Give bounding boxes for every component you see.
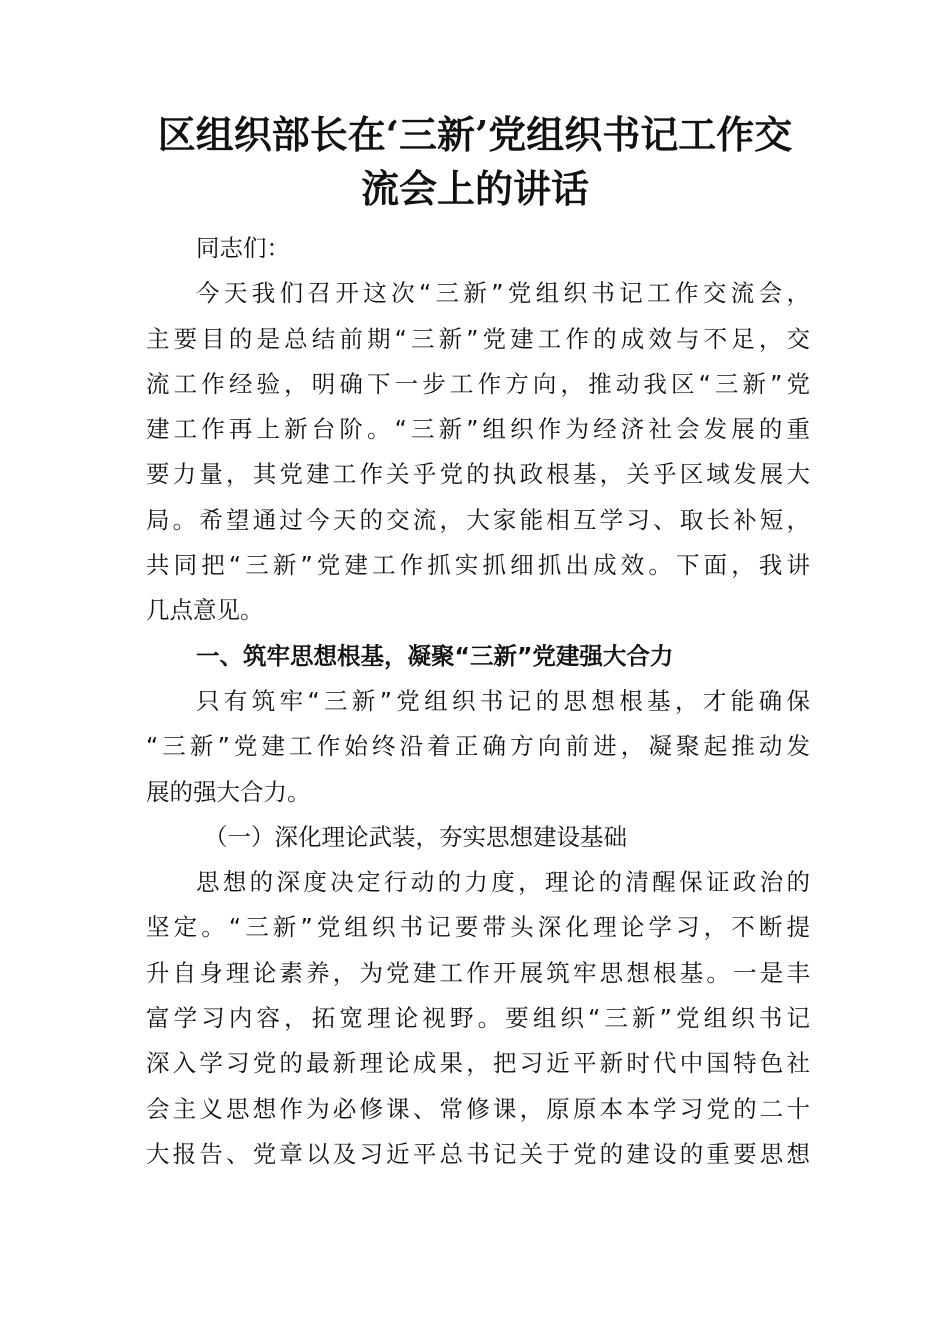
paragraph-2	[146, 679, 810, 815]
title-line-2: 流会上的讲话	[360, 166, 589, 211]
paragraph-line: 主要目的是总结前期“三新”党建工作的成效与不足，交	[146, 324, 810, 353]
paragraph-line: 要力量，其党建工作关乎党的执政根基，关乎区域发展大	[146, 460, 810, 489]
paragraph-line: 局。希望通过今天的交流，大家能相互学习、取长补短，	[146, 505, 810, 534]
paragraph-line: 建工作再上新台阶。“三新”组织作为经济社会发展的重	[146, 415, 810, 444]
paragraph-line: 今天我们召开这次“三新”党组织书记工作交流会，	[196, 279, 810, 308]
document-title	[100, 108, 850, 216]
paragraph-line: 富学习内容，拓宽理论视野。要组织“三新”党组织书记	[146, 1004, 810, 1033]
paragraph-line: 会主义思想作为必修课、常修课，原原本本学习党的二十	[146, 1094, 810, 1123]
paragraph-line: 升自身理论素养，为党建工作开展筑牢思想根基。一是丰	[146, 958, 810, 987]
paragraph-line: 大报告、党章以及习近平总书记关于党的建设的重要思想	[146, 1139, 810, 1168]
title-line-1: 区组织部长在‘三新’党组织书记工作交	[157, 112, 793, 157]
paragraph-line: 展的强大合力。	[146, 777, 311, 806]
section-heading-1: 一、筑牢思想根基，凝聚“三新”党建强大合力	[196, 641, 674, 670]
paragraph-line: 深入学习党的最新理论成果，把习近平新时代中国特色社	[146, 1049, 810, 1078]
paragraph-3	[146, 860, 810, 1177]
paragraph-line: 共同把“三新”党建工作抓实抓细抓出成效。下面，我讲	[146, 551, 810, 580]
subsection-heading-1-1: （一）深化理论武装，夯实思想建设基础	[204, 822, 627, 851]
paragraph-line: 只有筑牢“三新”党组织书记的思想根基，才能确保	[196, 686, 810, 715]
paragraph-line: “三新”党建工作始终沿着正确方向前进，凝聚起推动发	[146, 732, 810, 761]
paragraph-line: 坚定。“三新”党组织书记要带头深化理论学习，不断提	[146, 913, 810, 942]
document-body	[146, 226, 810, 1177]
paragraph-line: 几点意见。	[146, 596, 264, 625]
paragraph-line: 思想的深度决定行动的力度，理论的清醒保证政治的	[196, 868, 810, 897]
paragraph-line: 流工作经验，明确下一步工作方向，推动我区“三新”党	[146, 369, 810, 398]
salutation: 同志们：	[196, 234, 290, 262]
paragraph-1	[146, 271, 810, 633]
